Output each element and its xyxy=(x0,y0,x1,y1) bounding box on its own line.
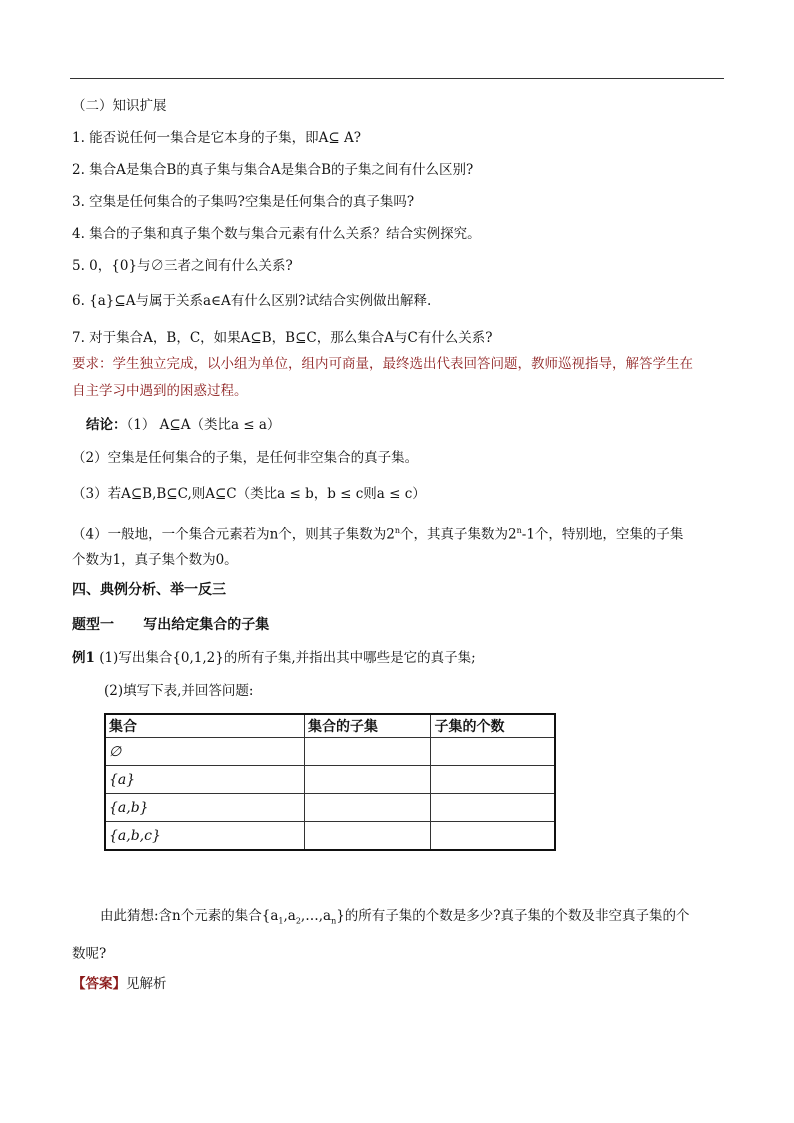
conclusion-label: 结论： xyxy=(86,417,127,433)
table-cell-count xyxy=(431,766,555,794)
table-cell-set: {a} xyxy=(105,766,304,794)
header-rule xyxy=(70,78,724,79)
question-5: 5. 0，{0}与∅三者之间有什么关系? xyxy=(72,258,293,274)
requirement-line-1: 要求：学生独立完成，以小组为单位，组内可商量，最终选出代表回答问题，教师巡视指导，解答学生在 xyxy=(72,356,693,372)
conclusion-3: （3）若A⊆B,B⊆C,则A⊆C（类比a ≤ b，b ≤ c则a ≤ c） xyxy=(72,486,426,502)
question-3: 3. 空集是任何集合的子集吗?空集是任何集合的真子集吗? xyxy=(72,194,415,210)
table-row xyxy=(105,738,555,766)
question-7: 7. 对于集合A，B，C，如果A⊆B，B⊆C，那么集合A与C有什么关系? xyxy=(72,330,493,346)
example-label: 例1 xyxy=(72,650,95,666)
table-cell-count xyxy=(431,738,555,766)
table-row xyxy=(105,822,555,851)
question-4: 4. 集合的子集和真子集个数与集合元素有什么关系？结合实例探究。 xyxy=(72,226,481,242)
answer-text: 见解析 xyxy=(126,976,167,992)
requirement-line-2: 自主学习中遇到的困惑过程。 xyxy=(72,383,248,399)
guess-line-1: 由此猜想:含n个元素的集合$\{a_1,a_2,\dots,a_n\}$的所有子集的个数是多少?真子集的个数及非空真子集的个 xyxy=(100,908,690,926)
conclusion-1-text: （1） A⊆A（类比a ≤ a） xyxy=(126,417,281,433)
table-header-cell: 子集的个数 xyxy=(431,714,555,738)
guess-line-2: 数呢? xyxy=(72,946,107,962)
table-cell-count xyxy=(431,794,555,822)
table-cell-subsets xyxy=(304,738,430,766)
question-2: 2. 集合A是集合B的真子集与集合A是集合B的子集之间有什么区别? xyxy=(72,162,474,178)
subset-table xyxy=(104,713,556,851)
section-title: （二）知识扩展 xyxy=(72,98,167,114)
conclusion-4-line-1: （4）一般地，一个集合元素若为n个，则其子集数为2$^n$个，其真子集数为2$^n$-1个，特别地，空集的子集 xyxy=(72,526,684,543)
table-cell-subsets xyxy=(304,794,430,822)
table-cell-set: {a,b,c} xyxy=(105,822,304,851)
example-1-q2: (2)填写下表,并回答问题: xyxy=(104,683,254,699)
table-cell-subsets xyxy=(304,766,430,794)
table-cell-subsets xyxy=(304,822,430,851)
table-cell-count xyxy=(431,822,555,851)
conclusion-2: （2）空集是任何集合的子集，是任何非空集合的真子集。 xyxy=(72,450,419,466)
table-header-cell: 集合的子集 xyxy=(304,714,430,738)
part-heading: 四、典例分析、举一反三 xyxy=(72,582,226,598)
table-row xyxy=(105,794,555,822)
table-row xyxy=(105,766,555,794)
table-header-cell: 集合 xyxy=(105,714,304,738)
example-1-q1: 例1 (1)写出集合{0,1,2}的所有子集,并指出其中哪些是它的真子集; xyxy=(72,650,476,666)
table-cell-set: {a,b} xyxy=(105,794,304,822)
conclusion-4-line-2: 个数为1，真子集个数为0。 xyxy=(72,552,238,568)
type-heading: 题型一 写出给定集合的子集 xyxy=(72,617,270,633)
question-1: 1. 能否说任何一集合是它本身的子集，即A⊆ A? xyxy=(72,130,362,146)
conclusion-1 xyxy=(86,415,280,435)
table-cell-set: ∅ xyxy=(105,738,304,766)
answer-label: 【答案】 xyxy=(72,976,126,992)
table-header-row xyxy=(105,714,555,738)
question-6: 6. {a}⊆A与属于关系a∈A有什么区别?试结合实例做出解释. xyxy=(72,293,432,309)
answer-line xyxy=(72,974,167,994)
